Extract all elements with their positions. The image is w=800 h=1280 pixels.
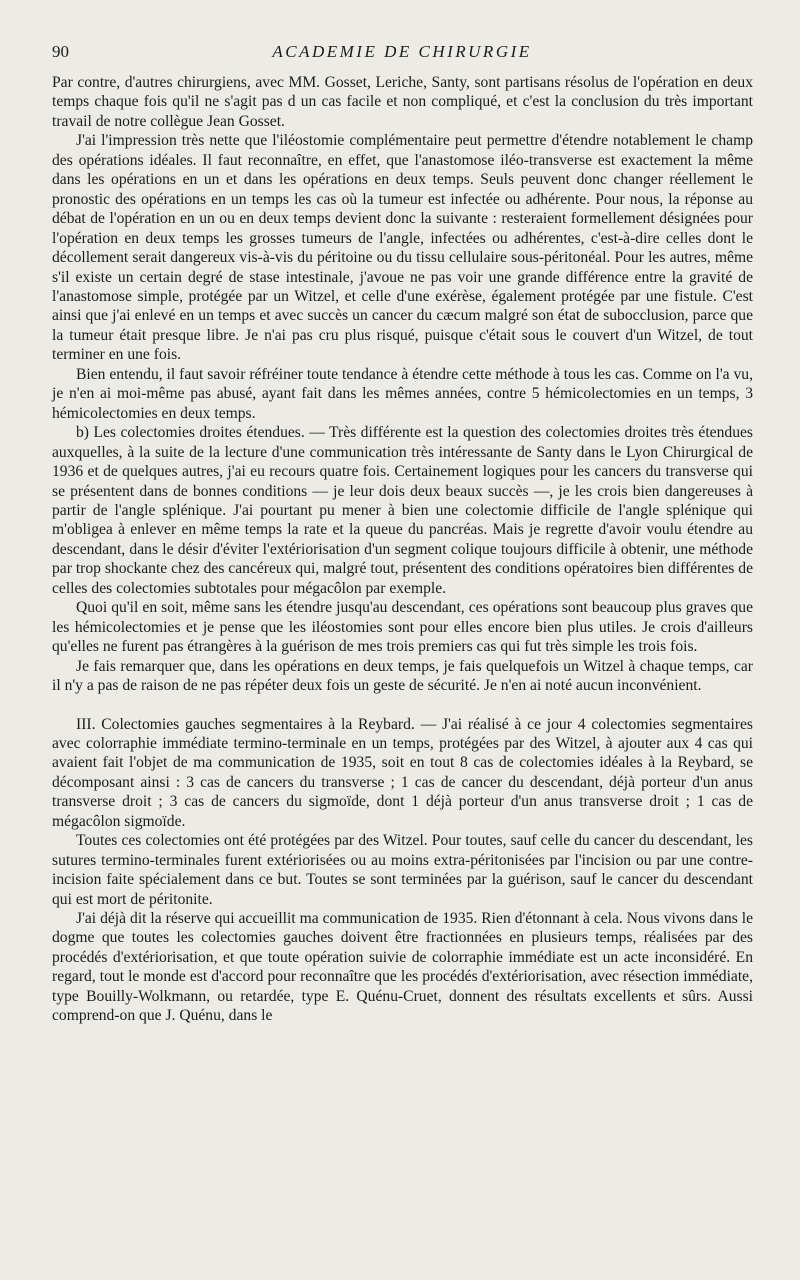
paragraph-2: J'ai l'impression très nette que l'iléostomie complémentaire peut permettre d'étendre notablement le champ des opérations idéales. Il faut reconnaître, en effet, que l'anastomose iléo-transverse est exactement la même dans les opérations en un et dans les opérations en deux temps. Seuls peuvent donc changer réellement le pronostic des opérations en un temps les cas où la tumeur est infectée ou adhérente. Pour nous, la réponse au débat de l'opération en un ou en deux temps devient donc la suivante : resteraient formellement désignées pour l'opération en deux temps les grosses tumeurs de l'angle, infectées ou adhérentes, c'est-à-dire celles dont le décollement serait dangereux vis-à-vis du péritoine ou du tissu cellulaire sous-péritonéal. Pour les autres, même s'il existe un certain degré de stase intestinale, j'avoue ne pas voir une grande différence entre la gravité de l'anastomose simple, protégée par un Witzel, et celle d'une exérèse, également protégée par une fistule. C'est ainsi que j'ai enlevé en un temps et avec succès un cancer du cæcum malgré son état de subocclusion, parce que la tumeur était presque libre. Je n'ai pas cru plus risqué, puisque c'était sous le couvert d'un Witzel, de tout terminer en une fois. xyxy=(52,132,753,364)
page-number: 90 xyxy=(52,42,69,61)
paragraph-8: Toutes ces colectomies ont été protégées par des Witzel. Pour toutes, sauf celle du cancer du descendant, les sutures termino-terminales furent extériorisées ou au moins extra-péritonisées par l'incision ou par une contre-incision faite spécialement dans ce but. Toutes se sont terminées par la guérison, sauf le cancer du descendant qui est mort de péritonite. xyxy=(52,832,753,908)
paragraph-7: III. Colectomies gauches segmentaires à la Reybard. — J'ai réalisé à ce jour 4 colectomies segmentaires avec colorraphie immédiate termino-terminale en un temps, protégées par des Witzel, à ajouter aux 4 cas qui avaient fait l'objet de ma communication de 1935, soit en tout 8 cas de colectomies idéales à la Reybard, se décomposant ainsi : 3 cas de cancers du transverse ; 1 cas de cancer du descendant, déjà porteur d'un anus transverse droit ; 3 cas de cancers du sigmoïde, dont 1 déjà porteur d'un anus transverse droit ; 1 cas de mégacôlon sigmoïde. xyxy=(52,715,753,830)
body-text xyxy=(52,73,753,1026)
paragraph-6: Je fais remarquer que, dans les opérations en deux temps, je fais quelquefois un Witzel à chaque temps, car il n'y a pas de raison de ne pas répéter deux fois un geste de sécurité. Je n'en ai noté aucun inconvénient. xyxy=(52,657,753,695)
paragraph-5: Quoi qu'il en soit, même sans les étendre jusqu'au descendant, ces opérations sont beaucoup plus graves que les hémicolectomies et je pense que les iléostomies sont pour elles encore bien plus utiles. Je crois d'ailleurs qu'elles ne furent pas étrangères à la guérison de mes trois premiers cas qui fut très simple les trois fois. xyxy=(52,599,753,656)
running-title: ACADEMIE DE CHIRURGIE xyxy=(272,42,532,61)
paragraph-9: J'ai déjà dit la réserve qui accueillit ma communication de 1935. Rien d'étonnant à cela. Nous vivons dans le dogme que toutes les colectomies gauches doivent être fractionnées en plusieurs temps, réalisées par des procédés d'extériorisation, et que toute opération suivie de colorraphie immédiate est un acte inconsidéré. En regard, tout le monde est d'accord pour reconnaître que les procédés d'extériorisation, avec résection immédiate, type Bouilly-Wolkmann, ou retardée, type E. Quénu-Cruet, donnent des résultats excellents et sûrs. Aussi comprend-on que J. Quénu, dans le xyxy=(52,910,753,1025)
page-header xyxy=(52,42,752,66)
paragraph-3: Bien entendu, il faut savoir réfréiner toute tendance à étendre cette méthode à tous les cas. Comme on l'a vu, je n'en ai moi-même pas abusé, ayant fait dans les mêmes années, contre 5 hémicolectomies en un temps, 3 hémicolectomies en deux temps. xyxy=(52,365,753,422)
paragraph-1: Par contre, d'autres chirurgiens, avec MM. Gosset, Leriche, Santy, sont partisans résolus de l'opération en deux temps chaque fois qu'il ne s'agit pas d un cas facile et non compliqué, et c'est la conclusion du très important travail de notre collègue Jean Gosset. xyxy=(52,74,753,130)
paragraph-4: b) Les colectomies droites étendues. — Très différente est la question des colectomies droites très étendues auxquelles, à la suite de la lecture d'une communication très intéressante de Santy dans le Lyon Chirurgical de 1936 et de quelques autres, j'ai eu recours quatre fois. Certainement logiques pour les cancers du transverse qui se présentent dans de bonnes conditions — je leur dois deux beaux succès —, je les crois bien dangereuses à partir de l'angle splénique. J'ai pourtant pu mener à bien une colectomie difficile de l'angle splénique qui m'obligea à enlever en même temps la rate et la queue du pancréas. Mais je regrette d'avoir voulu étendre au descendant, dans le désir d'éviter l'extériorisation d'un segment colique toujours difficile à obtenir, une méthode par trop shockante chez des cancéreux qui, malgré tout, présentent des conditions opératoires bien différentes de celles des colectomies subtotales pour mégacôlon par exemple. xyxy=(52,424,753,597)
